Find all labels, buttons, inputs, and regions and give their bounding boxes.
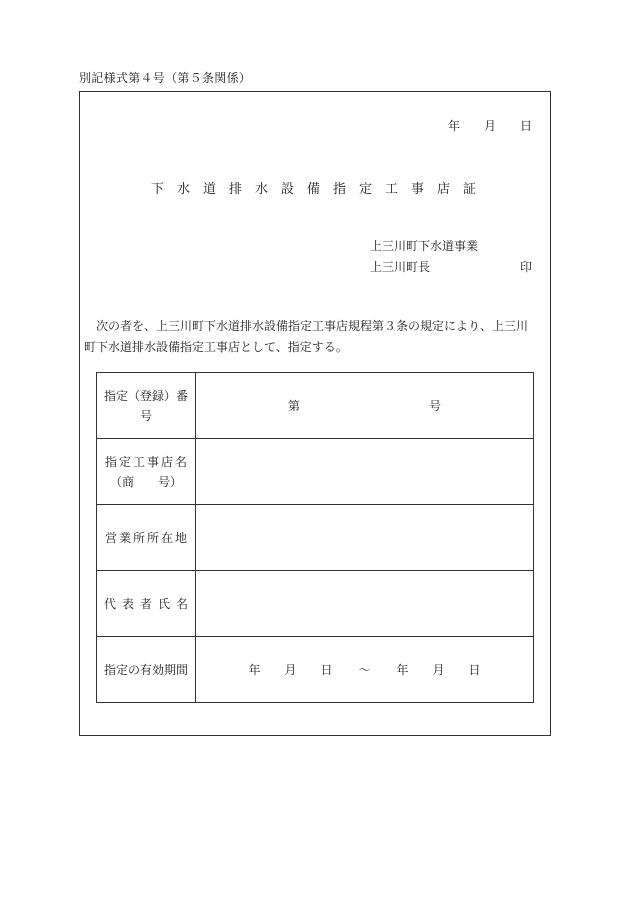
certificate-title: 下水道排水設備指定工事店証	[150, 182, 489, 197]
validity-period-label-text: 指定の有効期間	[103, 662, 188, 677]
table-row	[97, 373, 534, 439]
shop-name-label	[97, 439, 196, 505]
table-row	[97, 505, 534, 571]
certificate-frame	[79, 91, 551, 736]
table-row	[97, 637, 534, 703]
period-end: 年 月 日	[396, 663, 481, 677]
representative-label	[97, 571, 196, 637]
issuer-organization: 上三川町下水道事業	[370, 239, 479, 253]
registration-prefix: 第	[288, 399, 301, 413]
shop-name-label-line2: （商 号）	[109, 474, 182, 489]
registration-number-label	[97, 373, 196, 439]
office-address-value	[196, 505, 534, 571]
validity-period-value	[196, 637, 534, 703]
form-reference: 別記様式第４号（第５条関係）	[79, 71, 252, 85]
designation-table	[96, 372, 534, 703]
representative-value	[196, 571, 534, 637]
shop-name-label-line1: 指定工事店名	[104, 454, 189, 469]
registration-number-value	[196, 373, 534, 439]
office-address-label	[97, 505, 196, 571]
issue-date: 年 月 日	[447, 119, 532, 133]
office-address-label-text: 営業所所在地	[104, 530, 189, 545]
seal-mark: 印	[519, 260, 532, 274]
issuer-mayor: 上三川町長	[370, 260, 431, 274]
registration-suffix: 号	[428, 399, 441, 413]
table-row	[97, 439, 534, 505]
shop-name-value	[196, 439, 534, 505]
registration-number-label-line2: 号	[139, 408, 152, 423]
representative-label-text: 代表者氏名	[103, 596, 194, 611]
table-row	[97, 571, 534, 637]
designation-statement: 次の者を、上三川町下水道排水設備指定工事店規程第３条の規定により、上三川町下水道排水設備指定工事店として、指定する。	[84, 319, 529, 354]
period-start: 年 月 日	[248, 663, 333, 677]
registration-number-label-line1: 指定（登録）番	[103, 388, 188, 403]
validity-period-label	[97, 637, 196, 703]
period-separator: ～	[358, 663, 371, 677]
